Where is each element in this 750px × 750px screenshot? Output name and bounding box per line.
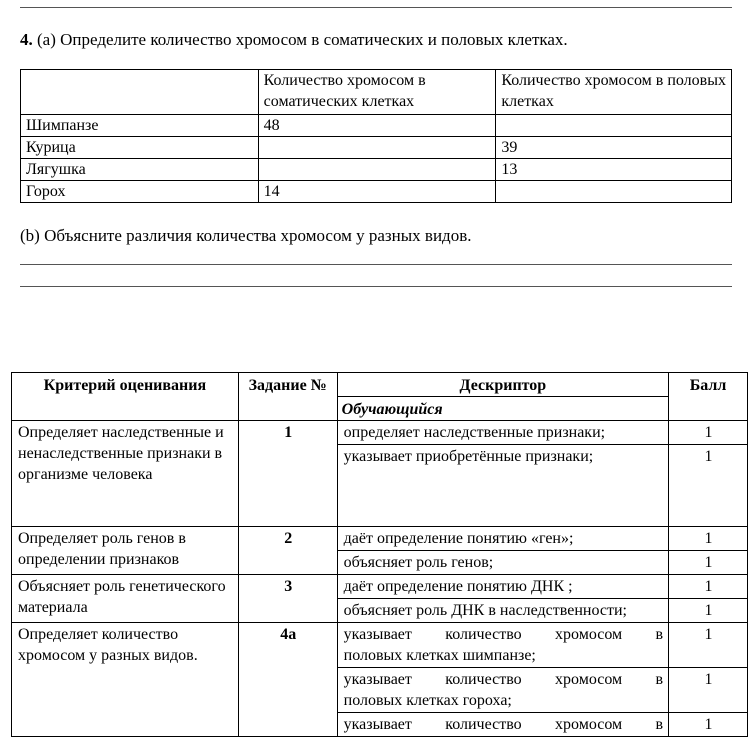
criterion-cell: Определяет количество хромосом у разных видов. [12, 623, 239, 737]
score-cell: 1 [669, 421, 748, 445]
chromosome-table-header [21, 70, 732, 115]
species-cell: Горох [21, 181, 259, 203]
somatic-cell[interactable] [258, 137, 496, 159]
descriptor-line: половых клетках гороха; [343, 692, 512, 709]
descriptor-cell [337, 713, 668, 737]
criterion-cell: Объясняет роль генетического материала [12, 575, 239, 623]
task-header: Задание № [238, 373, 337, 421]
descriptor-cell: даёт определение понятию ДНК ; [337, 575, 668, 599]
sex-cell[interactable] [496, 115, 732, 137]
table-row [12, 575, 748, 599]
top-divider [20, 7, 732, 8]
answer-line[interactable] [20, 264, 732, 265]
table-row [21, 181, 732, 203]
species-cell: Курица [21, 137, 259, 159]
answer-line[interactable] [20, 286, 732, 287]
sex-cell[interactable]: 39 [496, 137, 732, 159]
question-4b-text: (b) Объясните различия количества хромосом у разных видов. [20, 226, 472, 245]
somatic-cell[interactable] [258, 159, 496, 181]
score-cell: 1 [669, 575, 748, 599]
chromosome-table [20, 69, 732, 203]
descriptor-line: половых клетках шимпанзе; [343, 647, 536, 664]
score-cell: 1 [669, 599, 748, 623]
score-cell: 1 [669, 551, 748, 575]
descriptor-cell: объясняет роль ДНК в наследственности; [337, 599, 668, 623]
descriptor-line: указывает количество хромосом в [343, 671, 664, 688]
descriptor-line: указывает количество хромосом в [343, 626, 664, 643]
somatic-cell[interactable]: 48 [258, 115, 496, 137]
question-number: 4. [20, 30, 33, 49]
descriptor-cell [337, 668, 668, 713]
descriptor-line: указывает количество хромосом в [343, 716, 664, 733]
chromosome-header-empty [21, 70, 259, 115]
table-row [12, 527, 748, 551]
table-row [12, 623, 748, 668]
chromosome-header-sex: Количество хромосом в половых клетках [496, 70, 732, 115]
rubric-table [11, 372, 748, 737]
sex-cell[interactable] [496, 181, 732, 203]
somatic-cell[interactable]: 14 [258, 181, 496, 203]
descriptor-cell: объясняет роль генов; [337, 551, 668, 575]
chromosome-header-somatic: Количество хромосом в соматических клетках [258, 70, 496, 115]
question-4a-heading [20, 30, 568, 50]
table-row [21, 159, 732, 181]
rubric-header-row [12, 373, 748, 397]
criterion-header: Критерий оценивания [12, 373, 239, 421]
descriptor-subheader: Обучающийся [337, 397, 668, 421]
descriptor-header: Дескриптор [337, 373, 668, 397]
score-cell: 1 [669, 445, 748, 527]
task-number-cell: 2 [238, 527, 337, 575]
task-number-cell: 1 [238, 421, 337, 527]
score-cell: 1 [669, 623, 748, 668]
question-4a-text: (a) Определите количество хромосом в соматических и половых клетках. [37, 30, 568, 49]
species-cell: Шимпанзе [21, 115, 259, 137]
criterion-cell: Определяет наследственные и ненаследственные признаки в организме человека [12, 421, 239, 527]
table-row [21, 115, 732, 137]
species-cell: Лягушка [21, 159, 259, 181]
descriptor-cell [337, 623, 668, 668]
score-cell: 1 [669, 668, 748, 713]
descriptor-cell: даёт определение понятию «ген»; [337, 527, 668, 551]
score-cell: 1 [669, 713, 748, 737]
descriptor-cell: определяет наследственные признаки; [337, 421, 668, 445]
table-row [12, 421, 748, 445]
sex-cell[interactable]: 13 [496, 159, 732, 181]
task-number-cell: 3 [238, 575, 337, 623]
score-cell: 1 [669, 527, 748, 551]
table-row [21, 137, 732, 159]
descriptor-cell: указывает приобретённые признаки; [337, 445, 668, 527]
criterion-cell: Определяет роль генов в определении признаков [12, 527, 239, 575]
task-number-cell: 4a [238, 623, 337, 737]
score-header: Балл [669, 373, 748, 421]
